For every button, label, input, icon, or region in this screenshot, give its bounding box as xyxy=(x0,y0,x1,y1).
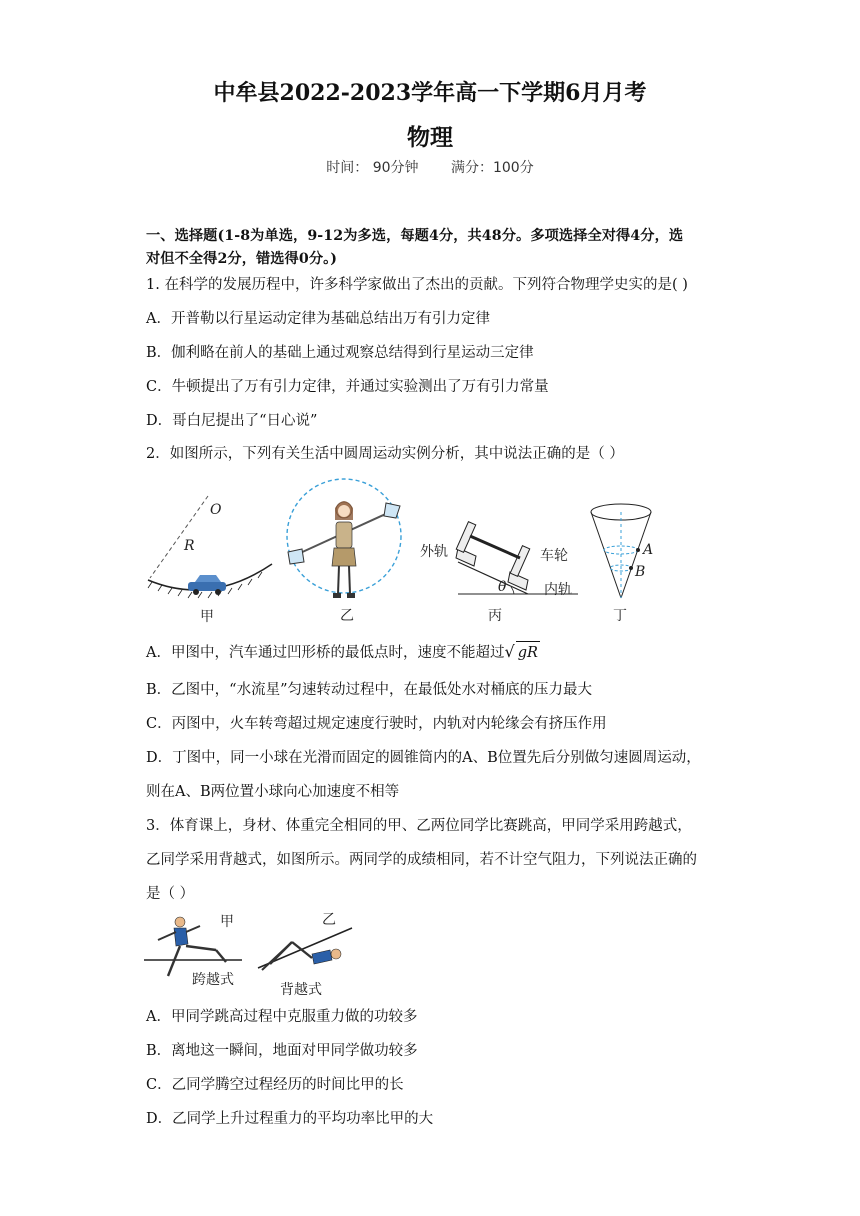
bing-label-inner: 内轨 xyxy=(544,582,572,598)
jia-label-R: R xyxy=(184,538,195,554)
figure-ding-cone xyxy=(585,498,665,626)
exam-title: 中牟县2022-2023学年高一下学期6月月考 xyxy=(213,80,647,106)
q2-option-c: C．丙图中，火车转弯超过规定速度行驶时，内轨对内轮缘会有挤压作用 xyxy=(146,716,607,732)
wheel-icon xyxy=(456,522,530,590)
q2-option-d-line2: 则在A、B两位置小球向心加速度不相等 xyxy=(146,784,400,800)
q1-option-b: B．伽利略在前人的基础上通过观察总结得到行星运动三定律 xyxy=(146,345,534,361)
q3-stem-line2: 乙同学采用背越式，如图所示。两同学的成绩相同，若不计空气阻力，下列说法正确的 xyxy=(146,852,697,868)
bing-label-outer: 外轨 xyxy=(420,544,448,560)
ding-caption: 丁 xyxy=(613,608,627,624)
car-icon xyxy=(188,575,226,595)
score-label: 满分：100分 xyxy=(450,160,534,176)
q3-option-a: A．甲同学跳高过程中克服重力做的功较多 xyxy=(146,1009,418,1025)
figure-jia-concave-bridge xyxy=(140,488,280,626)
section-heading-line1: 一、选择题(1-8为单选，9-12为多选，每题4分，共48分。多项选择全对得4分，选 xyxy=(146,228,684,244)
q1-option-a: A．开普勒以行星运动定律为基础总结出万有引力定律 xyxy=(146,311,490,327)
q2-option-b: B．乙图中，“水流星”匀速转动过程中，在最低处水对桶底的压力最大 xyxy=(146,682,592,698)
bing-theta: θ xyxy=(498,579,507,595)
ding-label-B: B xyxy=(635,564,646,580)
jump-label-jia: 甲 xyxy=(220,914,234,930)
jump-label-beiyue: 背越式 xyxy=(280,982,322,998)
q1-option-d: D．哥白尼提出了“日心说” xyxy=(146,413,318,429)
q2-stem: 2．如图所示，下列有关生活中圆周运动实例分析，其中说法正确的是（ ） xyxy=(146,446,624,462)
q1-option-c: C．牛顿提出了万有引力定律，并通过实验测出了万有引力常量 xyxy=(146,379,549,395)
jia-caption: 甲 xyxy=(200,609,214,625)
q3-option-b: B．离地这一瞬间，地面对甲同学做功较多 xyxy=(146,1043,418,1059)
jumper-fosbury-icon xyxy=(262,942,341,970)
time-label: 时间： 90分钟 xyxy=(326,160,419,176)
q3-stem-line1: 3．体育课上，身材、体重完全相同的甲、乙两位同学比赛跳高，甲同学采用跨越式， xyxy=(146,818,692,834)
exam-meta xyxy=(0,157,860,177)
jump-label-yi: 乙 xyxy=(322,912,336,928)
q3-stem-line3: 是（ ） xyxy=(146,886,195,902)
section-heading-line2: 对但不全得2分，错选得0分。) xyxy=(146,251,338,267)
figure-yi-water-meteor xyxy=(282,476,412,626)
q1-stem: 1. 在科学的发展历程中，许多科学家做出了杰出的贡献。下列符合物理学史实的是( ) xyxy=(146,277,688,293)
jump-label-kuayue: 跨越式 xyxy=(192,972,234,988)
bing-label-wheel: 车轮 xyxy=(540,548,568,564)
q3-option-c: C．乙同学腾空过程经历的时间比甲的长 xyxy=(146,1077,404,1093)
girl-icon xyxy=(332,501,356,598)
q2-option-a-text: A．甲图中，汽车通过凹形桥的最低点时，速度不能超过 xyxy=(146,645,505,661)
subject-title: 物理 xyxy=(407,124,453,151)
q2-option-a-sqrt: gR xyxy=(516,641,540,664)
ding-label-A: A xyxy=(643,542,654,558)
jia-label-O: O xyxy=(210,502,222,518)
jumper-scissors-icon xyxy=(158,917,226,976)
q3-option-d: D．乙同学上升过程重力的平均功率比甲的大 xyxy=(146,1111,434,1127)
figure-high-jump xyxy=(142,910,362,998)
q2-option-d-line1: D．丁图中，同一小球在光滑而固定的圆锥筒内的A、B位置先后分别做匀速圆周运动， xyxy=(146,750,701,766)
yi-caption: 乙 xyxy=(340,608,354,624)
figure-bing-train-track xyxy=(418,508,588,626)
bing-caption: 丙 xyxy=(488,608,502,624)
q2-option-a: A．甲图中，汽车通过凹形桥的最低点时，速度不能超过√ gR xyxy=(146,641,726,664)
